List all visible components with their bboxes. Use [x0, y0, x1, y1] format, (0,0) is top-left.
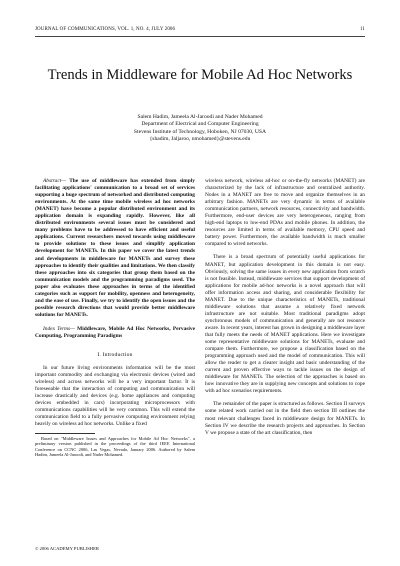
- body-paragraph-3: The remainder of the paper is structured as follows. Section II surveys some related work carried out in the field then section III outlines the most relevant challenges faced in middleware design for MANETs. In Section IV we describe the research projects and approaches. In Section V we propose a state of the art classification, then: [205, 401, 365, 436]
- section-heading: I. Introduction: [97, 352, 133, 359]
- header-rule: [35, 36, 365, 37]
- right-column: [205, 178, 365, 437]
- author-institution: Stevens Institute of Technology, Hoboken, NJ 07030, USA: [133, 128, 267, 135]
- intro-paragraph: In our future living environments information will be the most important commodity and exchanging via electronic devices (wired and wireless) and across networks will be a very important factor. It is foreseeable that the interaction of computing and communication will increase drastically and devices (e.g. home appliances and computing devices embedded in cars) incorporating microprocessors with communications capabilities will be very common. This will extend the communication field to a fully pervasive computing environment relying heavily on wireless ad hoc networks. Unlike a fixed: [35, 365, 195, 428]
- left-column: [35, 178, 195, 458]
- body-paragraph-2: There is a broad spectrum of potentially useful applications for MANET, but application development in this domain is not easy. Obviously, solving the same issues in every new application from scratch is not feasible. Instead, middleware services that support development of applications for mobile ad-hoc networks is a novel approach that will offer information access and sharing, and considerable flexibility for MANET. Due to the unique characteristics of MANETs, traditional middleware solutions that assume a relatively fixed network infrastructure are not suitable. Most traditional paradigms adopt synchronous models of communication and generally are not resource aware. In recent years, interest has grown in designing a middleware layer that fully meets the needs of MANET applications. Here we investigate some representative middleware solutions for MANETs, evaluate and compare them. Furthermore, we propose a classification based on the programming approach used and the model of communication. This will allow the reader to get a clearer insight and basic understanding of the current and proven effective ways to tackle issues on the design of middleware for MANETs. The selection of the approaches is based on how innovative they are in supplying new concepts and solutions to cope with ad hoc scenarios requirements.: [205, 254, 366, 395]
- author-block: [35, 114, 365, 144]
- index-terms-text: Middleware, Mobile Ad Hoc Networks, Pervasive Computing, Programming Paradigms: [35, 325, 195, 339]
- abstract-text: The use of middleware has extended from simply facilitating applications' communication to a broad set of services supporting a huge spectrum of networked and distributed computing environments. At the same time mobile wireless ad hoc networks (MANET) have become a popular distributed environment and its application domain is expanding rapidly. However, like all distributed environments several issues must be considered and many problems have to be addressed to have efficient and useful applications. Current researchers moved towards using middleware to provide solutions to these issues and simplify application development for MANETs. In this paper we cover the latest trends and developments in middleware for MANETs and survey these approaches to identify their qualities and limitations. We then classify these approaches into six categories that group them based on the communication models and the programming paradigms used. The paper also evaluates these approaches in terms of the identified categories such as support for mobility, openness and heterogeneity, and the ease of use. Finally, we try to identify the open issues and the possible research directions that would provide better middleware solutions for MANETs.: [35, 178, 195, 318]
- journal-info: JOURNAL OF COMMUNICATIONS, VOL. 1, NO. 4, JULY 2006: [35, 27, 176, 32]
- page-number: 11: [359, 27, 365, 32]
- author-department: Department of Electrical and Computer Engineering: [141, 121, 259, 128]
- body-paragraph-1: wireless network, wireless ad-hoc or on-the-fly networks (MANET) are characterized by the lack of infrastructure and centralized authority. Nodes in a MANET are free to move and organize themselves in an arbitrary fashion. MANETs are very dynamic in terms of available communication partners, network resources, connectivity and bandwidth. Furthermore, end-user devices are very heterogeneous, ranging from high-end laptops to low-end PDAs and mobile phones. In addition, the resources are limited in terms of available memory, CPU speed and battery power. Furthermore, the available bandwidth is much smaller compared to wired networks.: [205, 178, 365, 248]
- author-emails: {shadim, Jaljaroo, nmohamed}@stevens.edu: [149, 136, 251, 143]
- abstract: [35, 178, 195, 319]
- footnote-rule: [35, 433, 95, 434]
- index-terms: [35, 326, 195, 340]
- index-terms-lead: Index Terms—: [43, 325, 75, 332]
- paper-title: Trends in Middleware for Mobile Ad Hoc Networks: [47, 67, 353, 83]
- abstract-lead: Abstract—: [43, 178, 67, 184]
- publisher-footer: © 2006 ACADEMY PUBLISHER: [35, 546, 99, 551]
- author-names: Salem Hadim, Jameela Al-Jaroodi and Nader Mohamed: [137, 114, 263, 120]
- footnote: Based on "Middleware Issues and Approaches for Mobile Ad Hoc Networks", a preliminary version published in the proceedings of the third IEEE International Conference on CCNC 2006, Las Vegas, Nevada, January 2006. Authored by Salem Hadim, Jameela Al-Jaroodi, and Nader Mohamed.: [35, 435, 195, 458]
